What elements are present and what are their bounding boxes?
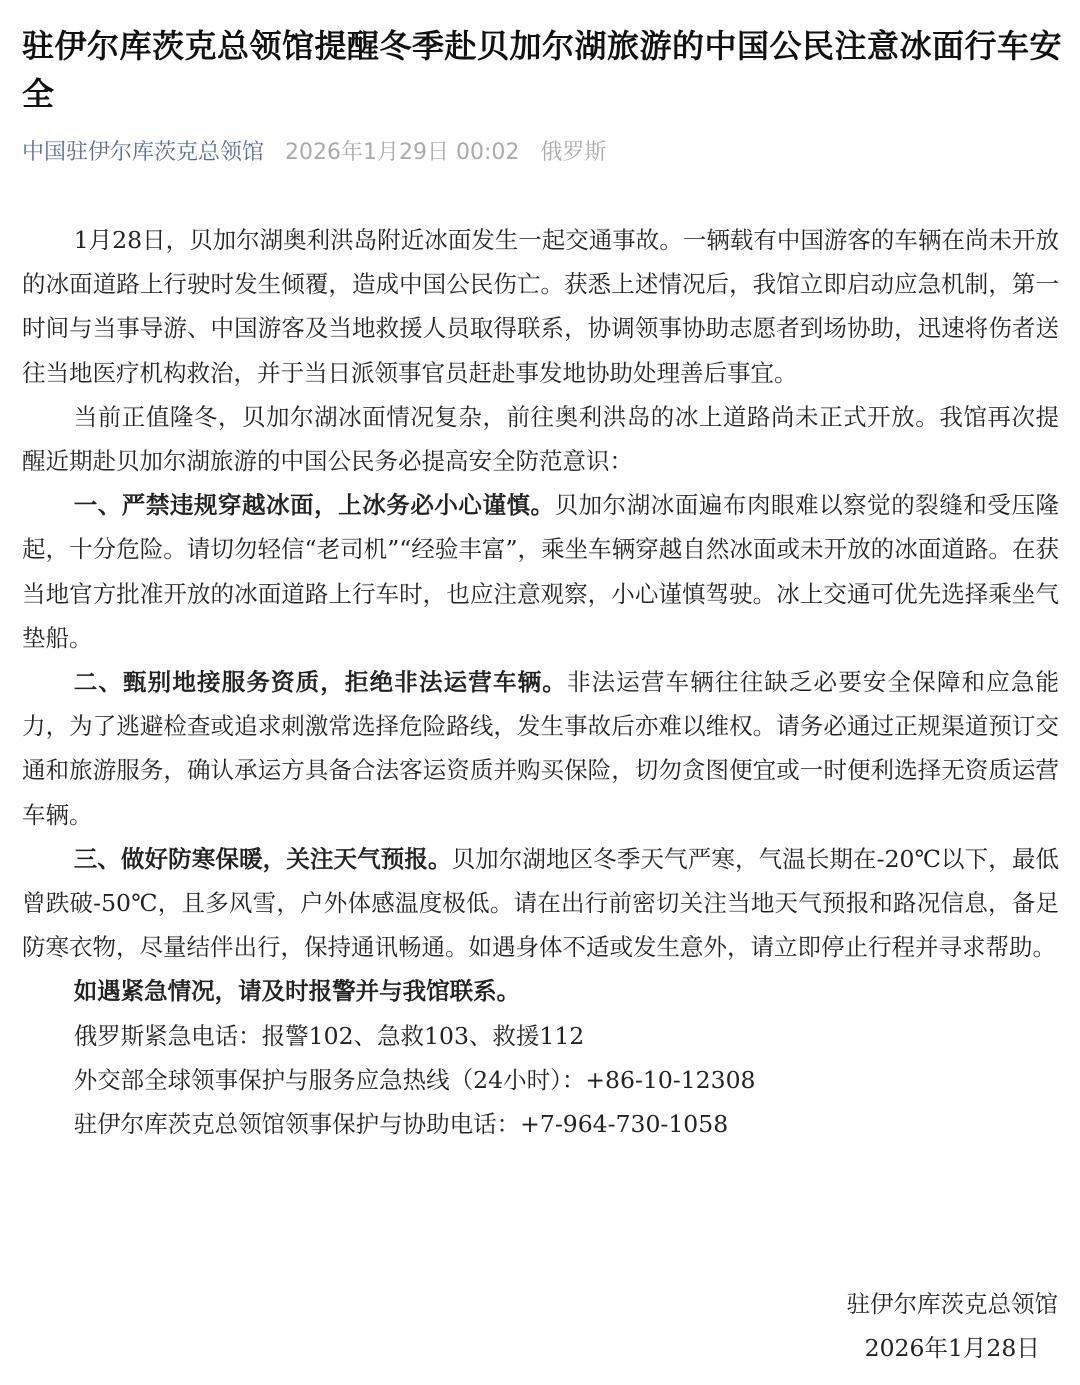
signature-date: 2026年1月28日 <box>864 1334 1040 1362</box>
article-body <box>22 218 1059 1146</box>
publish-location: 俄罗斯 <box>540 140 607 165</box>
signature <box>847 1282 1059 1370</box>
account-name-link[interactable]: 中国驻伊尔库茨克总领馆 <box>22 140 265 165</box>
paragraph-lead: 一、严禁违规穿越冰面，上冰务必小心谨慎。 <box>73 491 555 520</box>
contact-line: 俄罗斯紧急电话：报警102、急救103、救援112 <box>73 1021 585 1050</box>
publish-time: 2026年1月29日 00:02 <box>285 140 520 165</box>
paragraph <box>22 837 1059 970</box>
paragraph <box>22 483 1059 660</box>
paragraph-lead: 二、甄别地接服务资质，拒绝非法运营车辆。 <box>73 668 567 697</box>
article-meta <box>22 136 606 170</box>
paragraph-text: 1月28日，贝加尔湖奥利洪岛附近冰面发生一起交通事故。一辆载有中国游客的车辆在尚未开放的冰面道路上行驶时发生倾覆，造成中国公民伤亡。获悉上述情况后，我馆立即启动应急机制，第一时间与当事导游、中国游客及当地救援人员取得联系，协调领事协助志愿者到场协助，迅速将伤者送往当地医疗机构救治，并于当日派领事官员赶赴事发地协助处理善后事宜。 <box>22 226 1059 387</box>
paragraph <box>22 218 1059 395</box>
paragraph <box>22 395 1059 483</box>
paragraph-lead: 三、做好防寒保暖，关注天气预报。 <box>73 844 452 873</box>
paragraph-text: 非法运营车辆往往缺乏必要安全保障和应急能力，为了逃避检查或追求刺激常选择危险路线，发生事故后亦难以维权。请务必通过正规渠道预订交通和旅游服务，确认承运方具备合法客运资质并购买保险，切勿贪图便宜或一时便利选择无资质运营车辆。 <box>22 668 1060 829</box>
paragraph-text: 贝加尔湖冰面遍布肉眼难以察觉的裂缝和受压隆起，十分危险。请切勿轻信“老司机”“经验丰富”，乘坐车辆穿越自然冰面或未开放的冰面道路。在获当地官方批准开放的冰面道路上行车时，也应注意观察，小心谨慎驾驶。冰上交通可优先选择乘坐气垫船。 <box>22 491 1059 652</box>
paragraph-text: 贝加尔湖地区冬季天气严寒，气温长期在-20℃以下，最低曾跌破-50℃，且多风雪，户外体感温度极低。请在出行前密切关注当地天气预报和路况信息，备足防寒衣物，尽量结伴出行，保持通讯畅通。如遇身体不适或发生意外，请立即停止行程并寻求帮助。 <box>22 844 1059 962</box>
contact-line: 外交部全球领事保护与服务应急热线（24小时）：+86-10-12308 <box>73 1065 756 1094</box>
paragraph-text: 当前正值隆冬，贝加尔湖冰面情况复杂，前往奥利洪岛的冰上道路尚未正式开放。我馆再次提醒近期赴贝加尔湖旅游的中国公民务必提高安全防范意识： <box>22 402 1059 476</box>
signature-org: 驻伊尔库茨克总领馆 <box>846 1290 1058 1318</box>
article-title: 驻伊尔库茨克总领馆提醒冬季赴贝加尔湖旅游的中国公民注意冰面行车安全 <box>22 27 1063 113</box>
paragraph-lead: 如遇紧急情况，请及时报警并与我馆联系。 <box>73 977 521 1006</box>
contact-line: 驻伊尔库茨克总领馆领事保护与协助电话：+7-964-730-1058 <box>73 1110 729 1139</box>
paragraph <box>22 969 1059 1013</box>
paragraph <box>22 660 1059 837</box>
